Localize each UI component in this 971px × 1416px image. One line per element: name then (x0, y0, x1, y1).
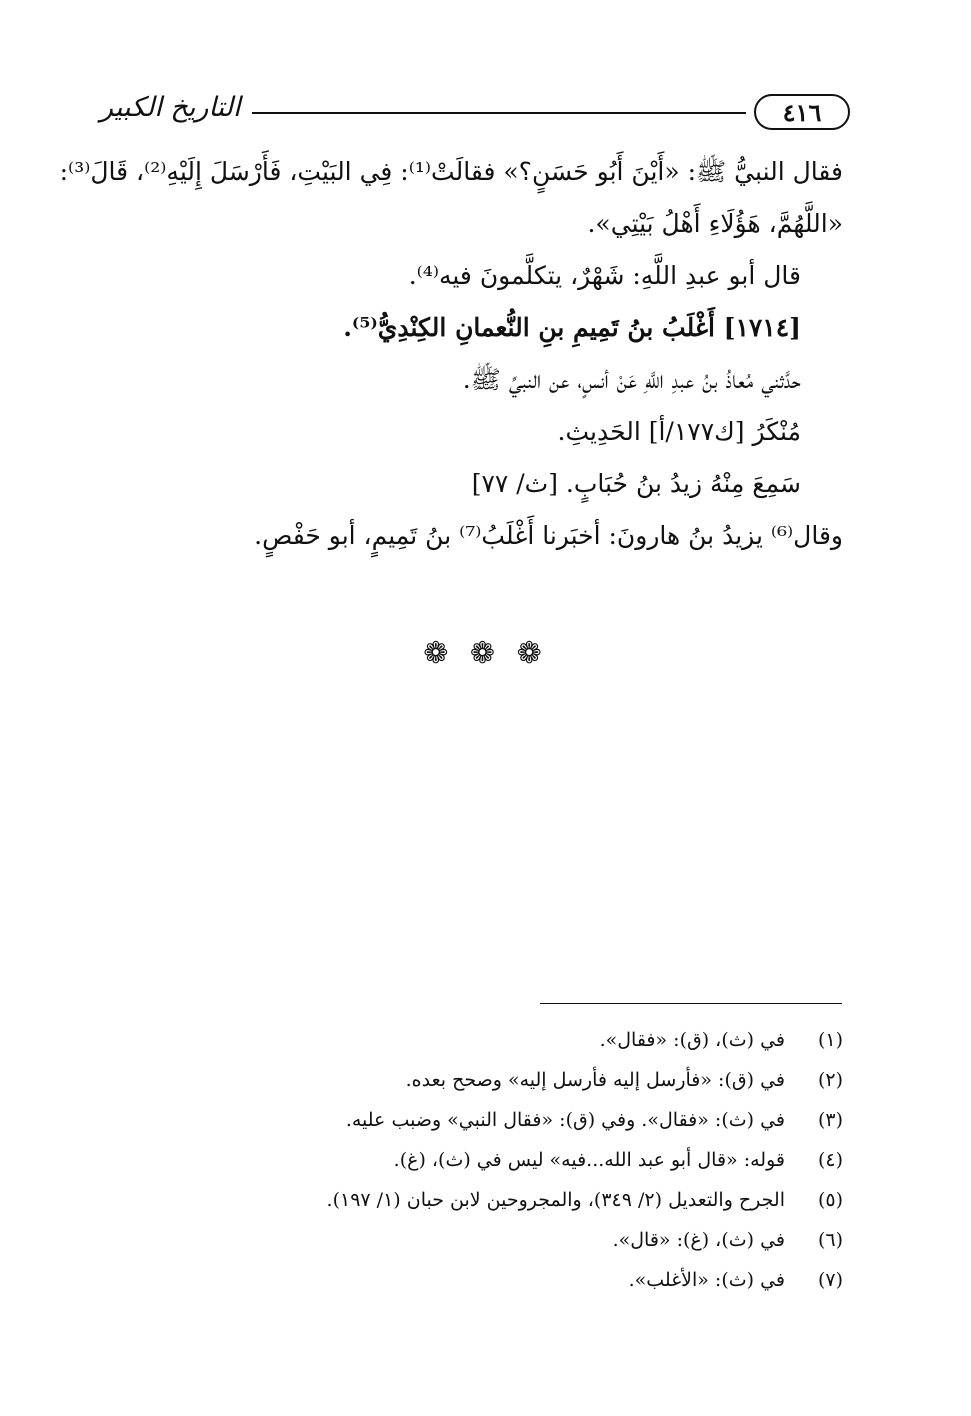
footnote-3 (128, 1100, 843, 1140)
footnote-number: (٣) (817, 1109, 843, 1131)
text-line-1: فقال النبيُّ ﷺ: «أَيْنَ أَبُو حَسَنٍ؟» فقالَتْ⁽¹⁾: فِي البَيْتِ، فَأَرْسَلَ إِلَيْهِ⁽²⁾، قَالَ⁽³⁾: (59, 157, 843, 186)
footnote-text: في (ث): «فقال». وفي (ق): «فقال النبي» وضبب عليه. (345, 1109, 785, 1131)
footnote-number: (٢) (817, 1069, 843, 1091)
footnote-text: قوله: «قال أبو عبد الله...فيه» ليس في (ث)، (غ). (393, 1149, 785, 1171)
footnote-text: في (ث)، (غ): «قال». (612, 1229, 785, 1251)
text-line-5: حدَّثني مُعاذُ بنُ عبدِ اللَّهِ عَنْ أنسٍ، عن النبيِّ ﷺ. (462, 365, 801, 394)
footnote-7 (128, 1260, 843, 1300)
text-line-8: وقال⁽⁶⁾ يزيدُ بنُ هارونَ: أخبَرنا أَغْلَبُ⁽⁷⁾ بنُ تَمِيمٍ، أبو حَفْصٍ. (254, 521, 843, 550)
footnote-text: في (ق): «فأرسل إليه فأرسل إليه» وصحح بعده. (405, 1069, 785, 1091)
footnote-number: (١) (817, 1029, 843, 1051)
footnote-text: في (ث): «الأغلب». (628, 1269, 785, 1291)
page-number: ٤١٦ (754, 94, 850, 130)
footnote-number: (٧) (817, 1269, 843, 1291)
footnote-6 (128, 1220, 843, 1260)
footnotes (128, 1020, 843, 1300)
header-rule (252, 112, 746, 114)
text-line-3: قال أبو عبدِ اللَّهِ: شَهْرٌ، يتكلَّمونَ فيه⁽⁴⁾. (408, 261, 801, 290)
entry-heading: [١٧١٤] أَغْلَبُ بنُ تَمِيمِ بنِ النُّعمانِ الكِنْدِيُّ⁽⁵⁾. (343, 313, 801, 342)
text-line-7: سَمِعَ مِنْهُ زيدُ بنُ حُبَابٍ. [ث/ ٧٧] (471, 469, 801, 498)
footnote-text: في (ث)، (ق): «فقال». (599, 1029, 785, 1051)
page-header (100, 92, 850, 136)
text-line-6: مُنْكَرُ [ك١٧٧/أ] الحَدِيثِ. (557, 417, 801, 446)
footnote-rule (540, 1003, 842, 1004)
footnote-5 (128, 1180, 843, 1220)
footnote-1 (128, 1020, 843, 1060)
footnote-text: الجرح والتعديل (٢/ ٣٤٩)، والمجروحين لابن حبان (١/ ١٩٧). (326, 1189, 785, 1211)
text-line-2: «اللَّهُمَّ، هَؤُلَاءِ أَهْلُ بَيْتِي». (587, 209, 843, 238)
main-text (59, 146, 843, 562)
footnote-number: (٤) (817, 1149, 843, 1171)
footnote-number: (٥) (817, 1189, 843, 1211)
footnote-4 (128, 1140, 843, 1180)
footnote-2 (128, 1060, 843, 1100)
section-ornament: ❁ ❁ ❁ (423, 636, 548, 671)
footnote-number: (٦) (817, 1229, 843, 1251)
running-title: التاريخ الكبير (100, 92, 241, 123)
